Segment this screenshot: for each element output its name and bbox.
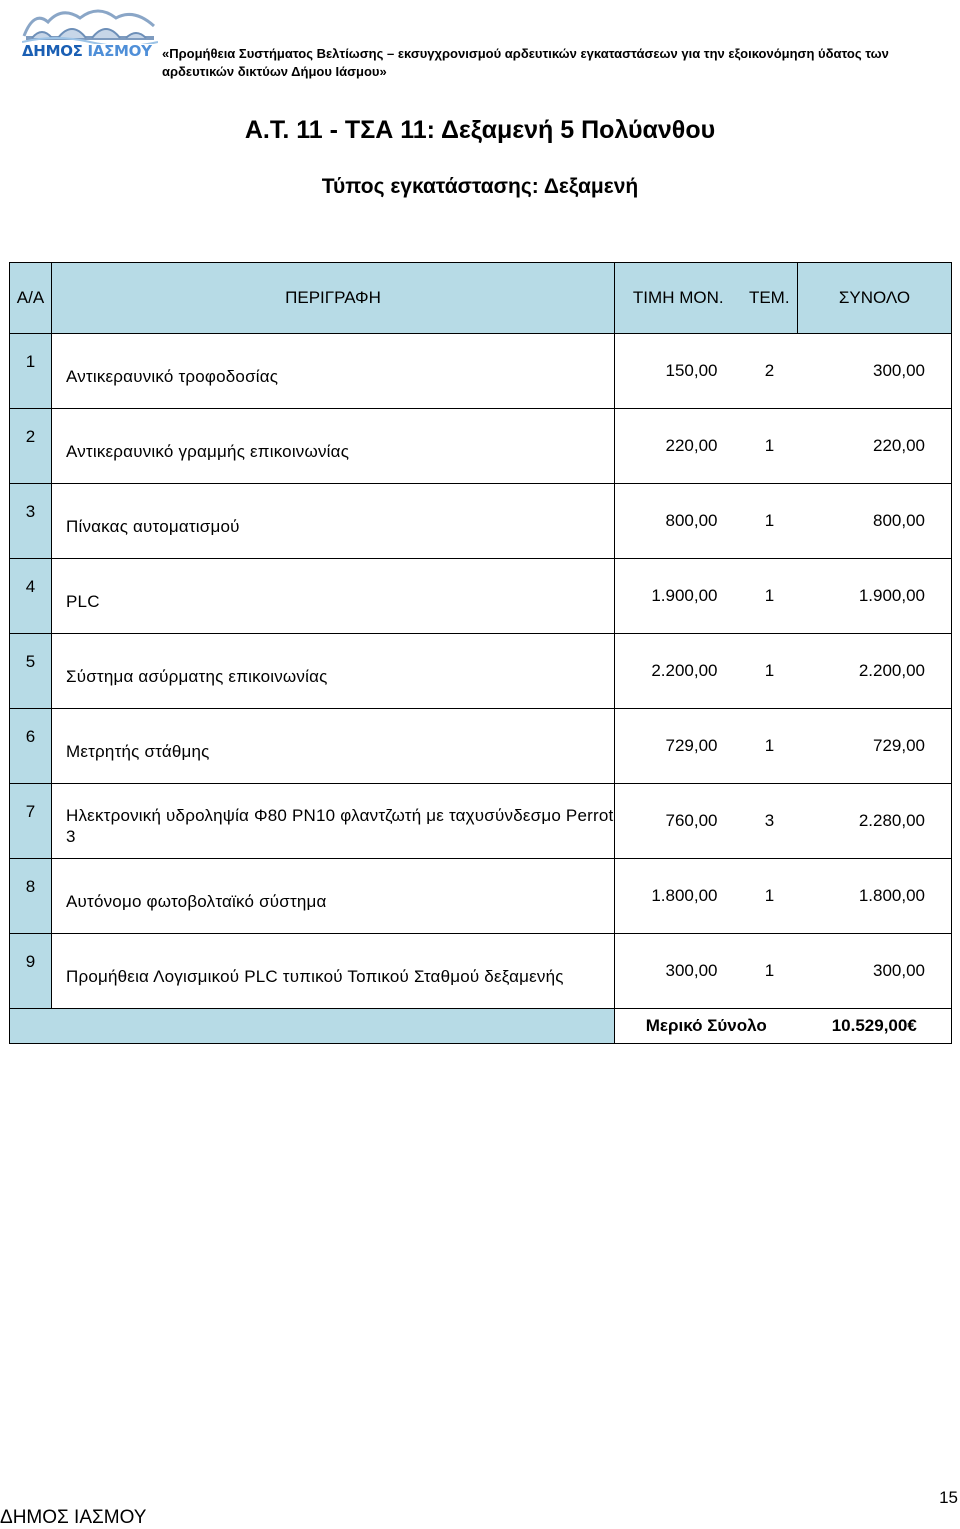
row-qty: 1	[742, 559, 798, 634]
row-idx: 1	[10, 334, 52, 409]
row-description: Ηλεκτρονική υδροληψία Φ80 ΡΝ10 φλαντζωτή με ταχυσύνδεσμο Perrot 3	[52, 784, 615, 859]
header-unit-price: ΤΙΜΗ ΜΟΝ.	[615, 263, 742, 334]
municipality-logo	[22, 4, 158, 58]
items-table	[9, 262, 952, 1044]
table-row	[10, 934, 952, 1009]
table-row	[10, 334, 952, 409]
row-total: 1.800,00	[798, 859, 952, 934]
row-total: 729,00	[798, 709, 952, 784]
row-unit-price: 800,00	[615, 484, 742, 559]
header-description: ΠΕΡΙΓΡΑΦΗ	[52, 263, 615, 334]
header-idx: Α/Α	[10, 263, 52, 334]
row-qty: 3	[742, 784, 798, 859]
table-row	[10, 559, 952, 634]
table-row	[10, 634, 952, 709]
table-row	[10, 784, 952, 859]
row-unit-price: 729,00	[615, 709, 742, 784]
subtotal-value: 10.529,00€	[798, 1009, 952, 1044]
row-description: Σύστημα ασύρματης επικοινωνίας	[52, 634, 615, 709]
header-qty: ΤΕΜ.	[742, 263, 798, 334]
table-row	[10, 484, 952, 559]
installation-type: Τύπος εγκατάστασης: Δεξαμενή	[321, 175, 639, 198]
subtotal-label: Μερικό Σύνολο	[615, 1009, 798, 1044]
page-title: Α.Τ. 11 - ΤΣΑ 11: Δεξαμενή 5 Πολύανθου	[244, 116, 716, 144]
row-description: Προμήθεια Λογισμικού PLC τυπικού Τοπικού Σταθμού δεξαμενής	[52, 934, 615, 1009]
row-qty: 1	[742, 409, 798, 484]
row-idx: 8	[10, 859, 52, 934]
row-unit-price: 300,00	[615, 934, 742, 1009]
subtotal-row	[10, 1009, 952, 1044]
row-description: Αυτόνομο φωτοβολταϊκό σύστημα	[52, 859, 615, 934]
table-header-row	[10, 263, 952, 334]
row-unit-price: 2.200,00	[615, 634, 742, 709]
row-qty: 1	[742, 709, 798, 784]
row-unit-price: 150,00	[615, 334, 742, 409]
project-title: «Προμήθεια Συστήματος Βελτίωσης – εκσυγχρονισμού αρδευτικών εγκαταστάσεων για την εξοικονόμηση ύδατος των αρδευτικών δικτύων Δήμου Ιάσμου»	[162, 46, 889, 79]
row-total: 300,00	[798, 934, 952, 1009]
row-idx: 7	[10, 784, 52, 859]
row-idx: 5	[10, 634, 52, 709]
row-idx: 9	[10, 934, 52, 1009]
row-qty: 2	[742, 334, 798, 409]
table-row	[10, 709, 952, 784]
row-idx: 6	[10, 709, 52, 784]
footer-municipality: ΔΗΜΟΣ ΙΑΣΜΟΥ	[0, 1507, 147, 1528]
row-description: Αντικεραυνικό τροφοδοσίας	[52, 334, 615, 409]
subtotal-spacer	[10, 1009, 615, 1044]
row-total: 2.280,00	[798, 784, 952, 859]
row-qty: 1	[742, 934, 798, 1009]
row-total: 800,00	[798, 484, 952, 559]
row-qty: 1	[742, 484, 798, 559]
row-qty: 1	[742, 634, 798, 709]
table-row	[10, 409, 952, 484]
row-qty: 1	[742, 859, 798, 934]
row-total: 300,00	[798, 334, 952, 409]
row-unit-price: 220,00	[615, 409, 742, 484]
row-description: Αντικεραυνικό γραμμής επικοινωνίας	[52, 409, 615, 484]
header-total: ΣΥΝΟΛΟ	[798, 263, 952, 334]
row-unit-price: 1.900,00	[615, 559, 742, 634]
table-row	[10, 859, 952, 934]
logo-text: ΔΗΜΟΣ ΙΑΣΜΟΥ	[22, 42, 152, 60]
row-description: PLC	[52, 559, 615, 634]
row-unit-price: 760,00	[615, 784, 742, 859]
bridge-logo-icon	[22, 4, 158, 44]
page-number: 15	[939, 1488, 958, 1507]
row-idx: 3	[10, 484, 52, 559]
row-total: 1.900,00	[798, 559, 952, 634]
row-total: 2.200,00	[798, 634, 952, 709]
row-description: Πίνακας αυτοματισμού	[52, 484, 615, 559]
row-description: Μετρητής στάθμης	[52, 709, 615, 784]
row-idx: 4	[10, 559, 52, 634]
row-idx: 2	[10, 409, 52, 484]
row-total: 220,00	[798, 409, 952, 484]
row-unit-price: 1.800,00	[615, 859, 742, 934]
